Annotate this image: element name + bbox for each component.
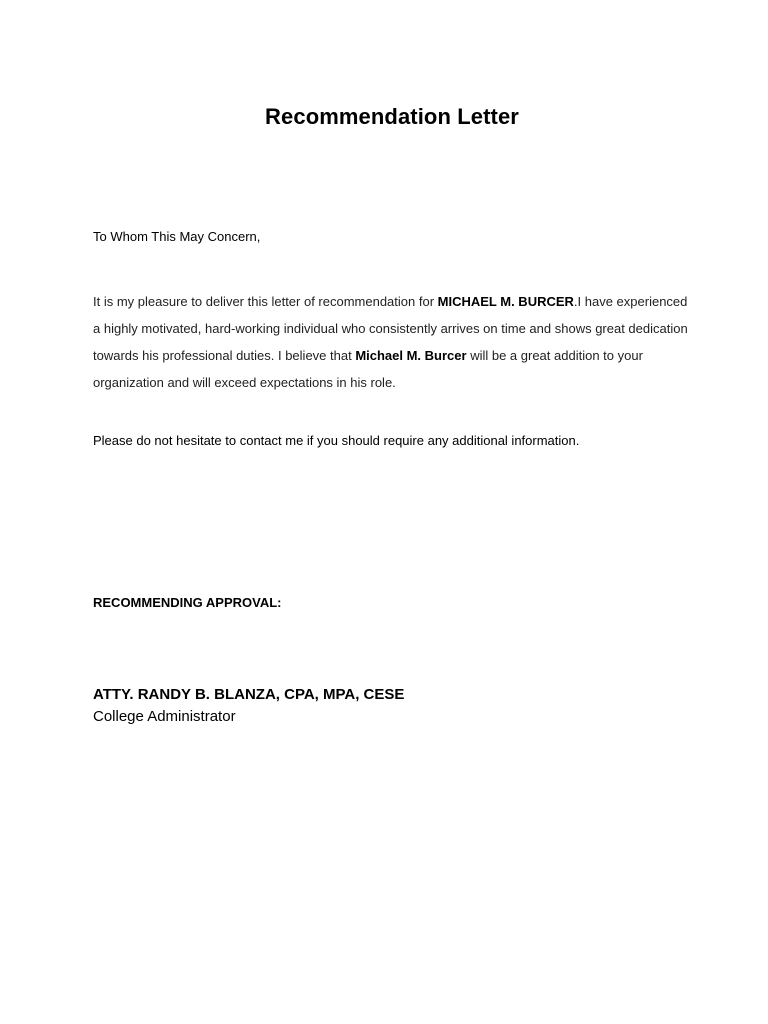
letter-title: Recommendation Letter: [265, 104, 519, 129]
recommending-approval-label: RECOMMENDING APPROVAL:: [93, 595, 282, 610]
paragraph-text-2: .I have experienced a highly motivated, hard-working individual who consistently arrives on time and shows great dedication towards his professional duties. I believe that: [93, 294, 688, 363]
candidate-name: Michael M. Burcer: [355, 348, 467, 363]
recommendation-paragraph: [93, 288, 693, 396]
salutation: To Whom This May Concern,: [93, 229, 261, 244]
signatory-name: ATTY. RANDY B. BLANZA, CPA, MPA, CESE: [93, 686, 405, 703]
paragraph-text-3: will be a great addition to your organization and will exceed expectations in his role.: [93, 348, 643, 390]
signatory-title: College Administrator: [93, 708, 236, 725]
candidate-name-upper: MICHAEL M. BURCER: [437, 294, 574, 309]
paragraph-text-1: It is my pleasure to deliver this letter of recommendation for: [93, 294, 438, 309]
closing-paragraph: Please do not hesitate to contact me if you should require any additional information.: [93, 433, 580, 448]
